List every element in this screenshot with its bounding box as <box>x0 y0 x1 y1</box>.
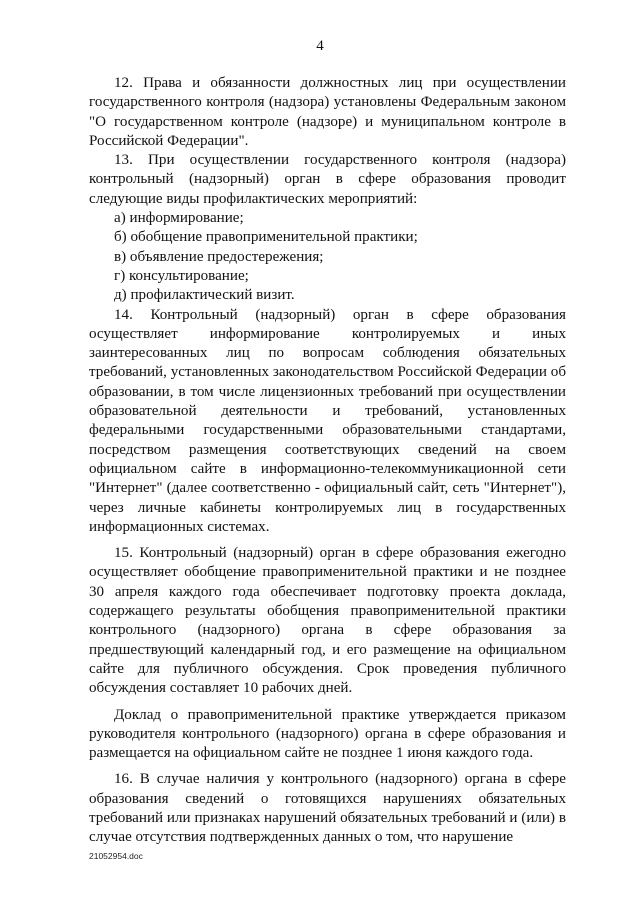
paragraph-15: 15. Контрольный (надзорный) орган в сфере образования ежегодно осуществляет обобщение правоприменительной практики и не позднее 30 апреля каждого года обеспечивает подготовку проекта доклада, содержащего результаты обобщения правоприменительной практики контрольного (надзорного) органа в сфере образования за предшествующий календарный год, и его размещение на официальном сайте для публичного обсуждения. Срок проведения публичного обсуждения составляет 10 рабочих дней. <box>89 545 566 697</box>
page-number: 4 <box>316 38 324 54</box>
paragraph-14: 14. Контрольный (надзорный) орган в сфере образования осуществляет информирование контролируемых и иных заинтересованных лиц по вопросам соблюдения обязательных требований, установленных законодательством Российской Федерации об образовании, в том числе лицензионных требований при осуществлении образовательной деятельности и требований, установленных федеральными государственными образовательными стандартами, посредством размещения соответствующих сведений на своем официальном сайте в информационно-телекоммуникационной сети "Интернет" (далее соответственно - официальный сайт, сеть "Интернет"), через личные кабинеты контролируемых лиц в государственных информационных системах. <box>89 306 566 535</box>
document-filename: 21052954.doc <box>89 851 143 861</box>
list-item-d: г) консультирование; <box>114 267 249 284</box>
paragraph-13: 13. При осуществлении государственного контроля (надзора) контрольный (надзорный) орган в сфере образования проводит следующие виды профилактических мероприятий: <box>89 152 566 207</box>
paragraph-12: 12. Права и обязанности должностных лиц при осуществлении государственного контроля (надзора) установлены Федеральным законом "О государственном контроле (надзоре) и муниципальном контроле в Российской Федерации". <box>89 75 566 149</box>
list-item-c: в) объявление предостережения; <box>114 248 324 265</box>
paragraph-15-report: Доклад о правоприменительной практике утверждается приказом руководителя контрольного (надзорного) органа в сфере образования и размещается на официальном сайте не позднее 1 июня каждого года. <box>89 706 566 762</box>
list-item-e: д) профилактический визит. <box>114 287 295 304</box>
list-item-a: а) информирование; <box>114 210 244 227</box>
paragraph-16: 16. В случае наличия у контрольного (надзорного) органа в сфере образования сведений о готовящихся нарушениях обязательных требований или признаках нарушений обязательных требований и (или) в случае отсутствия подтвержденных данных о том, что нарушение <box>89 771 566 846</box>
document-body <box>89 74 566 848</box>
list-item-b: б) обобщение правоприменительной практики; <box>114 229 418 246</box>
